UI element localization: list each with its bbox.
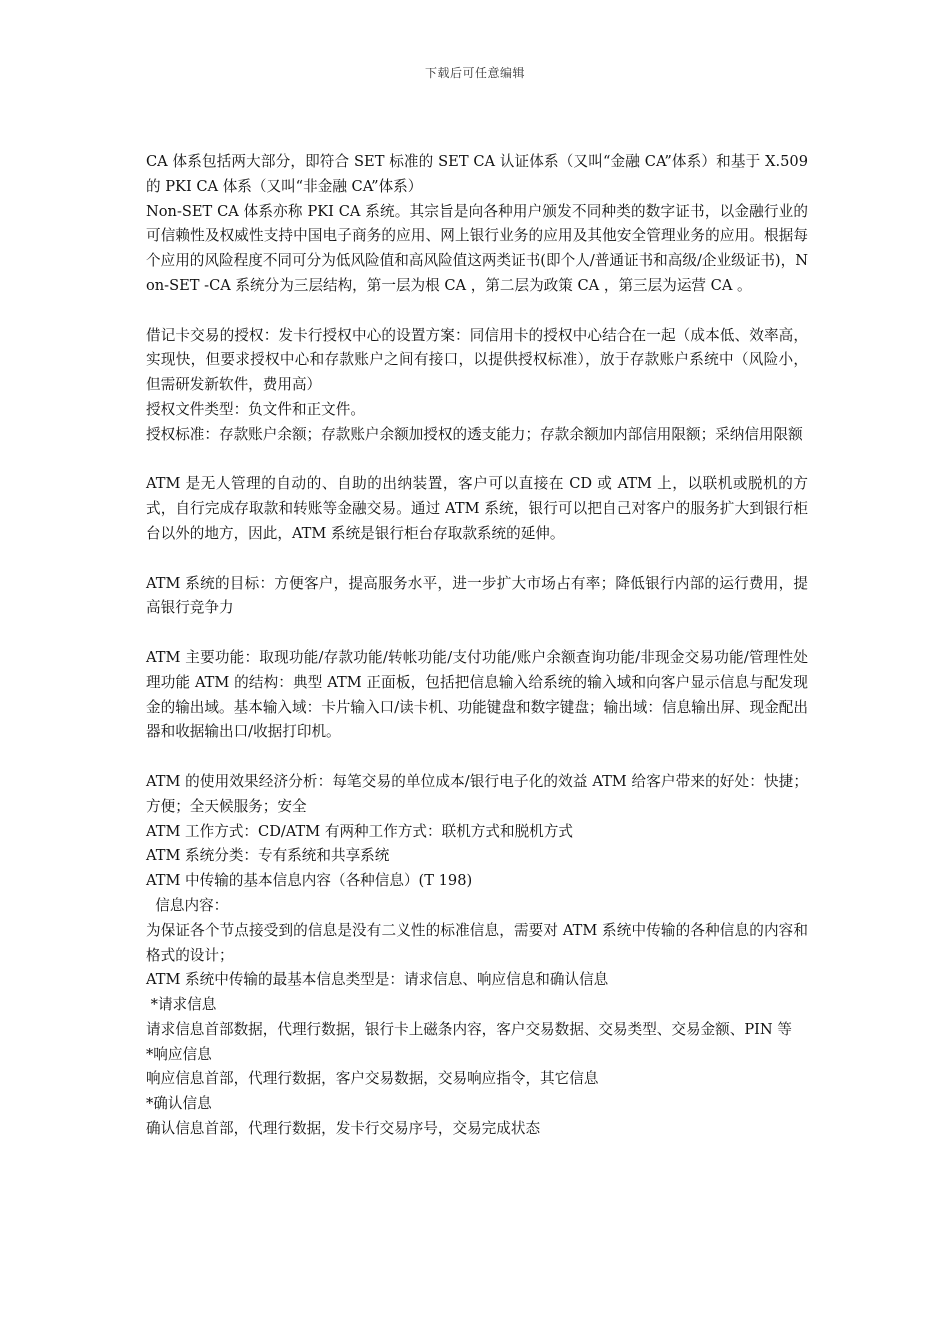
paragraph-atm-functions: ATM 主要功能：取现功能/存款功能/转帐功能/支付功能/账户余额查询功能/非现金交易功能/管理性处理功能 ATM 的结构：典型 ATM 正面板，包括把信息输入给系统的输入域和向客户显示信息与配发现金的输出域。基本输入域：卡片输入口/读卡机、功能键盘和数字键盘；输出域：信息输出屏、现金配出器和收据输出口/收据打印机。 xyxy=(146,648,808,741)
paragraph-info-standard: 为保证各个节点接受到的信息是没有二义性的标准信息，需要对 ATM 系统中传输的各种信息的内容和格式的设计； xyxy=(146,921,808,964)
document-body xyxy=(146,150,813,1142)
paragraph-auth-file-types: 授权文件类型：负文件和正文件。 xyxy=(146,400,365,418)
paragraph-info-content-label: 信息内容： xyxy=(146,896,229,914)
paragraph-request-heading: *请求信息 xyxy=(146,996,217,1014)
blank-line xyxy=(146,299,808,324)
blank-line xyxy=(146,621,808,646)
blank-line xyxy=(146,745,808,770)
page-header: 下载后可任意编辑 xyxy=(424,66,525,80)
paragraph-atm-info-heading: ATM 中传输的基本信息内容（各种信息）(T 198) xyxy=(146,872,473,890)
paragraph-response-content: 响应信息首部，代理行数据，客户交易数据，交易响应指令，其它信息 xyxy=(146,1070,599,1088)
paragraph-atm-classification: ATM 系统分类：专有系统和共享系统 xyxy=(146,847,390,865)
paragraph-atm-work-mode: ATM 工作方式：CD/ATM 有两种工作方式：联机方式和脱机方式 xyxy=(146,822,573,840)
paragraph-atm-goals: ATM 系统的目标：方便客户，提高服务水平，进一步扩大市场占有率；降低银行内部的运行费用，提高银行竞争力 xyxy=(146,574,808,617)
paragraph-ca-system: CA 体系包括两大部分，即符合 SET 标准的 SET CA 认证体系（又叫“金融 CA”体系）和基于 X.509 的 PKI CA 体系（又叫“非金融 CA”体系） xyxy=(146,153,813,195)
paragraph-confirm-content: 确认信息首部，代理行数据，发卡行交易序号，交易完成状态 xyxy=(146,1120,541,1138)
paragraph-non-set-ca: Non-SET CA 体系亦称 PKI CA 系统。其宗旨是向各种用户颁发不同种类的数字证书，以金融行业的可信赖性及权威性支持中国电子商务的应用、网上银行业务的应用及其他安全管理业务的应用。根据每个应用的风险程度不同可分为低风险值和高风险值这两类证书(即个人/普通证书和高级/企业级证书)，Non-SET -CA 系统分为三层结构，第一层为根 CA ，第二层为政策 CA ，第三层为运营 CA 。 xyxy=(146,202,808,294)
paragraph-response-heading: *响应信息 xyxy=(146,1045,212,1063)
paragraph-confirm-heading: *确认信息 xyxy=(146,1095,212,1113)
paragraph-atm-definition: ATM 是无人管理的自动的、自助的出纳装置，客户可以直接在 CD 或 ATM 上，以联机或脱机的方式，自行完成存取款和转账等金融交易。通过 ATM 系统，银行可以把自己对客户的服务扩大到银行柜台以外的地方，因此，ATM 系统是银行柜台存取款系统的延伸。 xyxy=(146,475,808,542)
paragraph-atm-economics: ATM 的使用效果经济分析：每笔交易的单位成本/银行电子化的效益 ATM 给客户带来的好处：快捷；方便；全天候服务；安全 xyxy=(146,772,808,815)
blank-line xyxy=(146,547,808,572)
paragraph-debit-authorization: 借记卡交易的授权：发卡行授权中心的设置方案：同信用卡的授权中心结合在一起（成本低、效率高，实现快，但要求授权中心和存款账户之间有接口，以提供授权标准），放于存款账户系统中（风险小，但需研发新软件，费用高） xyxy=(146,326,808,394)
blank-line xyxy=(146,448,808,473)
paragraph-auth-standards: 授权标准：存款账户余额；存款账户余额加授权的透支能力；存款余额加内部信用限额；采纳信用限额 xyxy=(146,425,803,443)
paragraph-request-content: 请求信息首部数据，代理行数据，银行卡上磁条内容，客户交易数据、交易类型、交易金额、PIN 等 xyxy=(146,1020,792,1038)
paragraph-info-types: ATM 系统中传输的最基本信息类型是：请求信息、响应信息和确认信息 xyxy=(146,971,609,989)
